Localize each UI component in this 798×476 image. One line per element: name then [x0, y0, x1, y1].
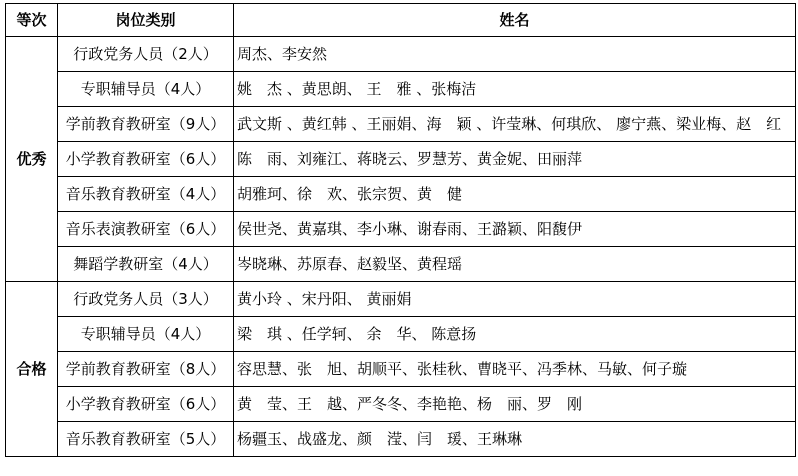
- header-category: 岗位类别: [58, 4, 234, 37]
- names-cell: 杨疆玉、战盛龙、颜 滢、闫 瑗、王琳琳: [234, 422, 796, 457]
- table-row: [6, 422, 796, 457]
- category-cell: 音乐教育教研室（4人）: [58, 177, 234, 212]
- table-row: [6, 142, 796, 177]
- category-cell: 学前教育教研室（9人）: [58, 107, 234, 142]
- table-row: [6, 37, 796, 72]
- header-names: 姓名: [234, 4, 796, 37]
- category-cell: 舞蹈学教研室（4人）: [58, 247, 234, 282]
- category-cell: 音乐教育教研室（5人）: [58, 422, 234, 457]
- names-cell: 黄小玲 、宋丹阳、 黄丽娟: [234, 282, 796, 317]
- grade-qualified: 合格: [6, 282, 58, 457]
- names-cell: 胡雅珂、徐 欢、张宗贺、黄 健: [234, 177, 796, 212]
- category-cell: 学前教育教研室（8人）: [58, 352, 234, 387]
- table-row: [6, 107, 796, 142]
- header-grade: 等次: [6, 4, 58, 37]
- category-cell: 小学教育教研室（6人）: [58, 387, 234, 422]
- table-row: [6, 317, 796, 352]
- names-cell: 侯世尧、黄嘉琪、李小琳、谢春雨、王潞颖、阳馥伊: [234, 212, 796, 247]
- names-cell: 岑晓琳、苏原春、赵毅坚、黄程瑶: [234, 247, 796, 282]
- category-cell: 小学教育教研室（6人）: [58, 142, 234, 177]
- category-cell: 行政党务人员（3人）: [58, 282, 234, 317]
- names-cell: 周杰、李安然: [234, 37, 796, 72]
- category-cell: 专职辅导员（4人）: [58, 317, 234, 352]
- appraisal-results-table: [5, 3, 796, 457]
- grade-excellent: 优秀: [6, 37, 58, 282]
- category-cell: 专职辅导员（4人）: [58, 72, 234, 107]
- names-cell: 武文斯 、黄红韩 、王丽娟、海 颖 、许莹琳、何琪欣、 廖宁燕、梁业梅、赵 红: [234, 107, 796, 142]
- table-row: [6, 177, 796, 212]
- table-row: [6, 72, 796, 107]
- table-row: [6, 247, 796, 282]
- table-row: [6, 387, 796, 422]
- names-cell: 容思慧、张 旭、胡顺平、张桂秋、曹晓平、冯季林、马敏、何子璇: [234, 352, 796, 387]
- names-cell: 陈 雨、刘雍江、蒋晓云、罗慧芳、黄金妮、田丽萍: [234, 142, 796, 177]
- names-cell: 黄 莹、王 越、严冬冬、李艳艳、杨 丽、罗 刚: [234, 387, 796, 422]
- header-row: [6, 4, 796, 37]
- table-row: [6, 212, 796, 247]
- table-row: [6, 352, 796, 387]
- category-cell: 音乐表演教研室（6人）: [58, 212, 234, 247]
- names-cell: 姚 杰 、黄思朗、 王 雅 、张梅洁: [234, 72, 796, 107]
- table-row: [6, 282, 796, 317]
- category-cell: 行政党务人员（2人）: [58, 37, 234, 72]
- names-cell: 梁 琪 、任学轲、 余 华、 陈意扬: [234, 317, 796, 352]
